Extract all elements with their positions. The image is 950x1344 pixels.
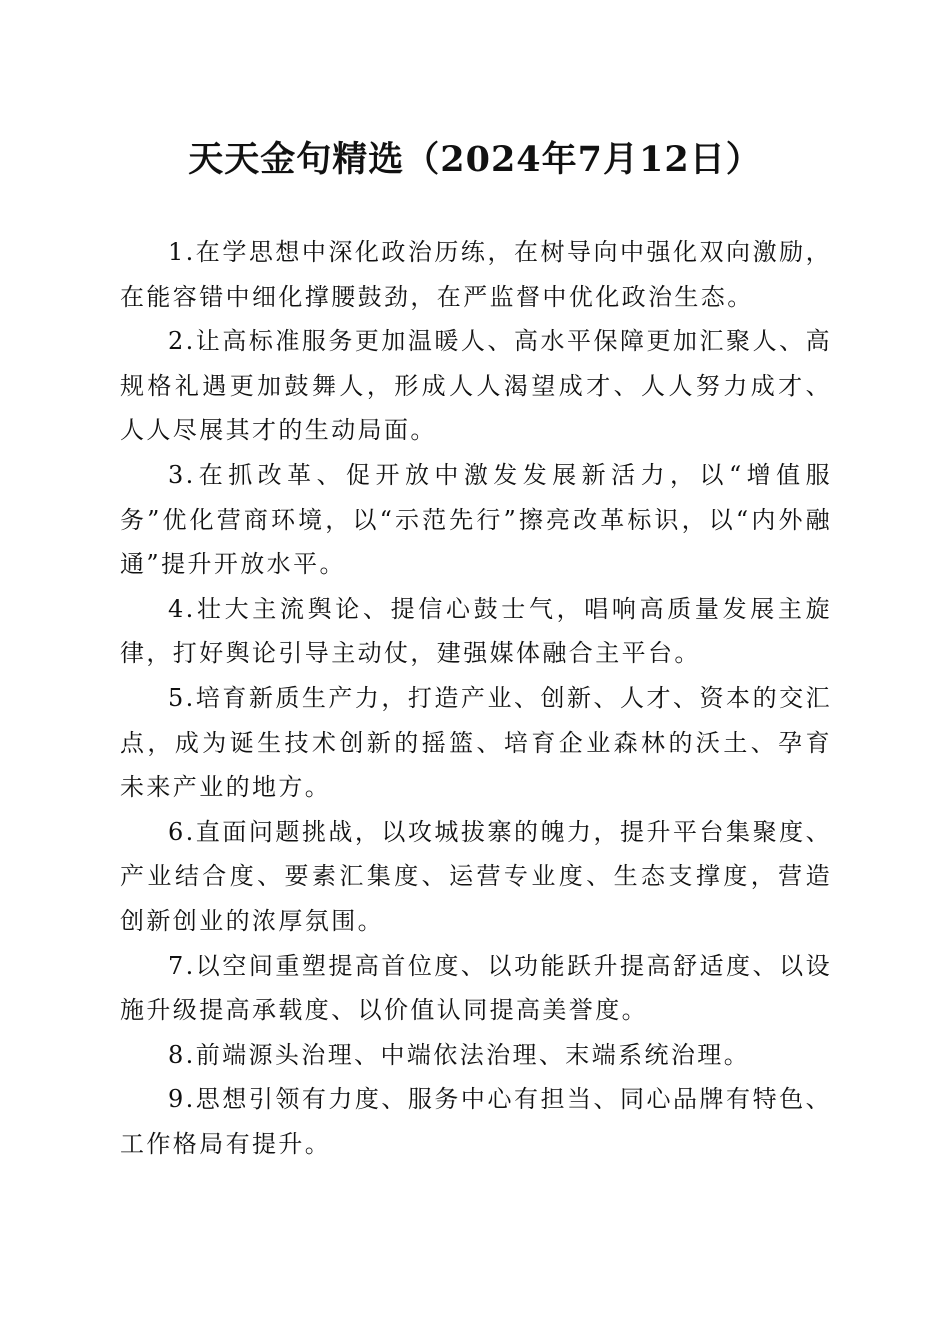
- paragraph-1: 1.在学思想中深化政治历练，在树导向中强化双向激励，在能容错中细化撑腰鼓劲，在严监督中优化政治生态。: [120, 238, 832, 311]
- paragraph-9: 9.思想引领有力度、服务中心有担当、同心品牌有特色、工作格局有提升。: [120, 1085, 832, 1158]
- paragraph-4: 4.壮大主流舆论、提信心鼓士气，唱响高质量发展主旋律，打好舆论引导主动仗，建强媒体融合主平台。: [120, 594, 832, 668]
- paragraph-8: 8.前端源头治理、中端依法治理、末端系统治理。: [168, 1040, 751, 1069]
- paragraph-3: 3.在抓改革、促开放中激发发展新活力，以“增值服务”优化营商环境，以“示范先行”擦亮改革标识，以“内外融通”提升开放水平。: [120, 460, 832, 579]
- paragraph-6: 6.直面问题挑战，以攻城拔寨的魄力，提升平台集聚度、产业结合度、要素汇集度、运营专业度、生态支撑度，营造创新创业的浓厚氛围。: [120, 817, 832, 935]
- paragraph-2: 2.让高标准服务更加温暖人、高水平保障更加汇聚人、高规格礼遇更加鼓舞人，形成人人渴望成才、人人努力成才、人人尽展其才的生动局面。: [120, 327, 832, 445]
- paragraph-5: 5.培育新质生产力，打造产业、创新、人才、资本的交汇点，成为诞生技术创新的摇篮、培育企业森林的沃土、孕育未来产业的地方。: [120, 683, 832, 802]
- document-body: [120, 230, 832, 1166]
- document-title: 天天金句精选（2024年7月12日）: [188, 139, 762, 180]
- paragraph-7: 7.以空间重塑提高首位度、以功能跃升提高舒适度、以设施升级提高承载度、以价值认同提高美誉度。: [120, 951, 832, 1025]
